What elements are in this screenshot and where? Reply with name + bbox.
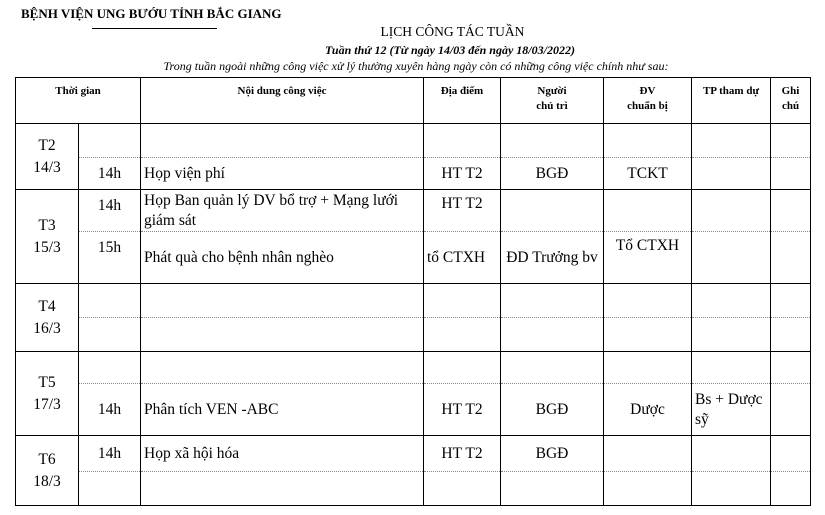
host-cell bbox=[501, 472, 604, 506]
content-cell: Họp xã hội hóa bbox=[141, 436, 424, 472]
attend-cell bbox=[692, 436, 771, 472]
col-host-header bbox=[501, 78, 604, 124]
note-cell bbox=[771, 190, 811, 232]
attend-cell bbox=[692, 190, 771, 232]
col-host-header-line1: Người bbox=[537, 85, 567, 97]
col-note-header-line1: Ghi bbox=[781, 85, 800, 97]
place-cell bbox=[424, 318, 501, 352]
week-range: Tuần thứ 12 (Từ ngày 14/03 đến ngày 18/03/2022) bbox=[325, 43, 575, 57]
content-cell: Phát quà cho bệnh nhân nghèo bbox=[141, 232, 424, 284]
header-row bbox=[16, 78, 811, 124]
day-cell bbox=[16, 190, 79, 284]
place-cell: HT T2 bbox=[424, 190, 501, 232]
place-cell: HT T2 bbox=[424, 158, 501, 190]
attend-cell bbox=[692, 352, 771, 384]
host-cell: BGĐ bbox=[501, 384, 604, 436]
time-cell bbox=[79, 472, 141, 506]
host-cell bbox=[501, 318, 604, 352]
place-cell bbox=[424, 284, 501, 318]
table-row bbox=[16, 472, 811, 506]
day-date: 18/3 bbox=[33, 472, 61, 490]
host-cell: ĐD Trưởng bv bbox=[501, 232, 604, 284]
unit-cell: TCKT bbox=[604, 158, 692, 190]
table-row bbox=[16, 124, 811, 158]
time-cell bbox=[79, 124, 141, 158]
col-attend-header: TP tham dự bbox=[692, 78, 771, 124]
unit-cell bbox=[604, 124, 692, 158]
note-cell bbox=[771, 384, 811, 436]
content-cell: Họp viện phí bbox=[141, 158, 424, 190]
table-row bbox=[16, 436, 811, 472]
place-cell: tổ CTXH bbox=[424, 232, 501, 284]
table-row bbox=[16, 284, 811, 318]
day-date: 17/3 bbox=[33, 395, 61, 413]
document-title: LỊCH CÔNG TÁC TUẦN bbox=[380, 24, 525, 39]
unit-cell bbox=[604, 284, 692, 318]
time-cell bbox=[79, 318, 141, 352]
time-cell bbox=[79, 284, 141, 318]
col-note-header bbox=[771, 78, 811, 124]
col-place-header: Địa điểm bbox=[424, 78, 501, 124]
time-cell: 14h bbox=[79, 436, 141, 472]
intro-text: Trong tuần ngoài những công việc xử lý thường xuyên hàng ngày còn có những công việc chính như sau: bbox=[163, 59, 669, 73]
place-cell: HT T2 bbox=[424, 436, 501, 472]
note-cell bbox=[771, 232, 811, 284]
day-cell bbox=[16, 284, 79, 352]
note-cell bbox=[771, 284, 811, 318]
day-date: 16/3 bbox=[33, 319, 61, 337]
note-cell bbox=[771, 352, 811, 384]
table-row bbox=[16, 384, 811, 436]
col-time-header: Thời gian bbox=[16, 78, 141, 124]
host-cell bbox=[501, 352, 604, 384]
content-cell bbox=[141, 124, 424, 158]
table-row bbox=[16, 158, 811, 190]
unit-cell: Tổ CTXH bbox=[604, 232, 692, 284]
col-unit-header-line1: ĐV bbox=[639, 85, 656, 97]
schedule-table bbox=[15, 77, 811, 506]
host-cell bbox=[501, 284, 604, 318]
day-label: T2 bbox=[38, 136, 56, 154]
content-cell: Phân tích VEN -ABC bbox=[141, 384, 424, 436]
attend-cell bbox=[692, 158, 771, 190]
place-cell bbox=[424, 124, 501, 158]
time-cell: 15h bbox=[79, 232, 141, 284]
note-cell bbox=[771, 124, 811, 158]
time-cell: 14h bbox=[79, 384, 141, 436]
attend-cell bbox=[692, 284, 771, 318]
time-cell: 14h bbox=[79, 158, 141, 190]
attend-cell bbox=[692, 318, 771, 352]
host-cell bbox=[501, 124, 604, 158]
unit-cell bbox=[604, 318, 692, 352]
hospital-name: BỆNH VIỆN UNG BƯỚU TỈNH BẮC GIANG bbox=[21, 6, 282, 21]
content-cell bbox=[141, 352, 424, 384]
attend-cell bbox=[692, 124, 771, 158]
note-cell bbox=[771, 318, 811, 352]
unit-cell: Dược bbox=[604, 384, 692, 436]
note-cell bbox=[771, 472, 811, 506]
unit-cell bbox=[604, 436, 692, 472]
table-row bbox=[16, 352, 811, 384]
day-date: 15/3 bbox=[33, 238, 61, 256]
place-cell bbox=[424, 352, 501, 384]
attend-cell bbox=[692, 232, 771, 284]
host-cell bbox=[501, 190, 604, 232]
note-cell bbox=[771, 158, 811, 190]
content-cell: Họp Ban quản lý DV bổ trợ + Mạng lưới giám sát bbox=[141, 190, 424, 232]
col-unit-header-line2: chuẩn bị bbox=[627, 100, 668, 112]
place-cell: HT T2 bbox=[424, 384, 501, 436]
day-label: T5 bbox=[38, 373, 56, 391]
day-cell bbox=[16, 124, 79, 190]
host-cell: BGĐ bbox=[501, 436, 604, 472]
col-note-header-line2: chú bbox=[781, 100, 800, 112]
content-cell bbox=[141, 472, 424, 506]
note-cell bbox=[771, 436, 811, 472]
day-label: T3 bbox=[38, 216, 56, 234]
content-cell bbox=[141, 318, 424, 352]
day-cell bbox=[16, 436, 79, 506]
table-row bbox=[16, 190, 811, 232]
day-label: T6 bbox=[38, 450, 56, 468]
day-date: 14/3 bbox=[33, 158, 61, 176]
place-cell bbox=[424, 472, 501, 506]
time-cell: 14h bbox=[79, 190, 141, 232]
unit-cell bbox=[604, 190, 692, 232]
content-cell bbox=[141, 284, 424, 318]
table-row bbox=[16, 232, 811, 284]
col-content-header: Nội dung công việc bbox=[141, 78, 424, 124]
col-unit-header bbox=[604, 78, 692, 124]
col-host-header-line2: chủ trì bbox=[536, 100, 568, 112]
host-cell: BGĐ bbox=[501, 158, 604, 190]
attend-cell bbox=[692, 472, 771, 506]
time-cell bbox=[79, 352, 141, 384]
table-row bbox=[16, 318, 811, 352]
day-cell bbox=[16, 352, 79, 436]
attend-cell: Bs + Dược sỹ bbox=[692, 384, 771, 436]
unit-cell bbox=[604, 472, 692, 506]
day-label: T4 bbox=[38, 297, 56, 315]
unit-cell bbox=[604, 352, 692, 384]
